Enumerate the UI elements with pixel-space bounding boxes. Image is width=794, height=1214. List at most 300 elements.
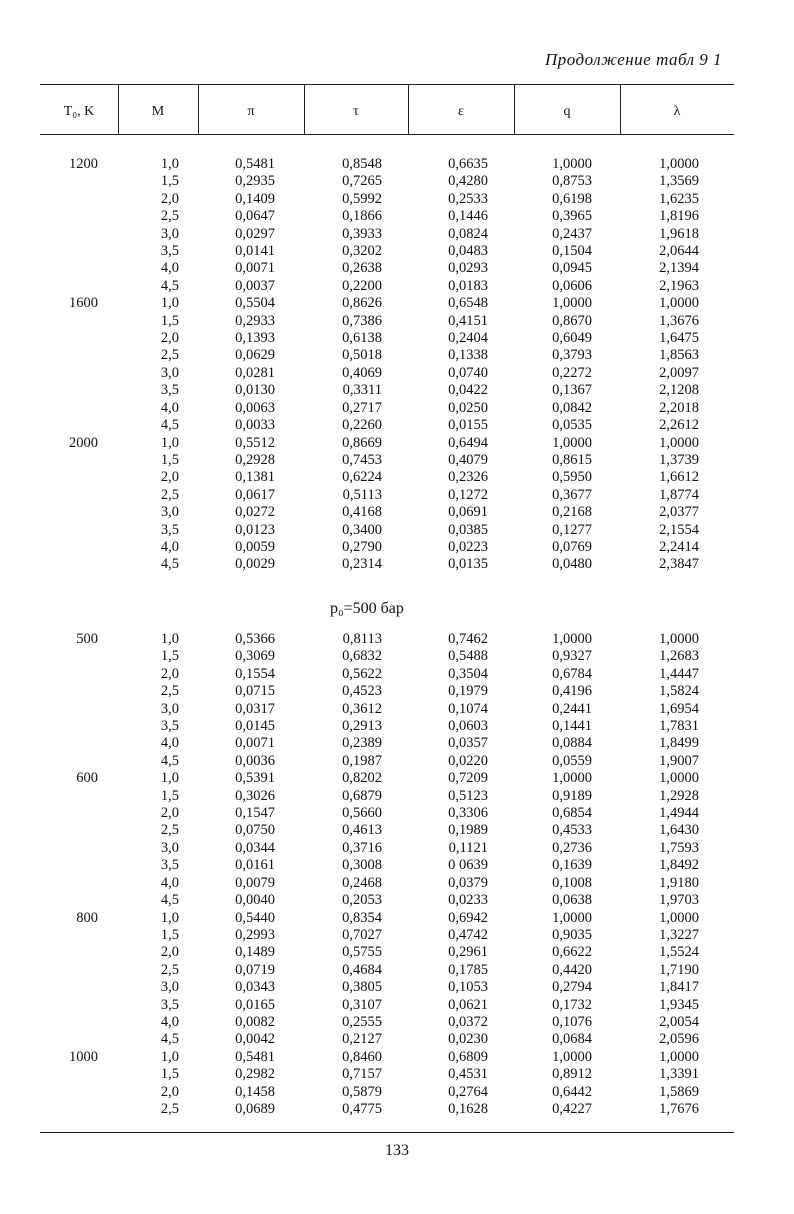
cell-t0 bbox=[40, 260, 98, 277]
cell-m: 3,0 bbox=[160, 364, 179, 381]
cell-pi: 0,0317 bbox=[235, 700, 275, 717]
table-row bbox=[40, 295, 699, 312]
cell-m: 2,0 bbox=[160, 190, 179, 207]
cell-t0 bbox=[40, 1084, 98, 1101]
cell-t0 bbox=[40, 504, 98, 521]
cell-lam: 2,0596 bbox=[659, 1031, 699, 1048]
cell-m: 2,5 bbox=[160, 208, 179, 225]
table-row bbox=[40, 1049, 699, 1066]
cell-pi: 0,5440 bbox=[235, 909, 275, 926]
cell-eps: 0,0357 bbox=[448, 735, 488, 752]
cell-t0 bbox=[40, 840, 98, 857]
cell-m: 1,5 bbox=[160, 173, 179, 190]
cell-tau: 0,1987 bbox=[342, 752, 382, 769]
cell-t0 bbox=[40, 683, 98, 700]
cell-q: 0,8615 bbox=[552, 451, 592, 468]
cell-eps: 0,0183 bbox=[448, 277, 488, 294]
cell-t0 bbox=[40, 365, 98, 382]
cell-m: 3,0 bbox=[160, 700, 179, 717]
cell-m: 4,0 bbox=[160, 538, 179, 555]
table-row bbox=[40, 452, 699, 469]
table-row bbox=[40, 1084, 699, 1101]
cell-pi: 0,0719 bbox=[235, 961, 275, 978]
cell-tau: 0,8460 bbox=[342, 1048, 382, 1065]
table-row bbox=[40, 648, 699, 665]
cell-pi: 0,0141 bbox=[235, 243, 275, 260]
cell-lam: 1,2928 bbox=[659, 787, 699, 804]
cell-m: 3,5 bbox=[160, 996, 179, 1013]
cell-eps: 0,7209 bbox=[448, 770, 488, 787]
cell-q: 0,2736 bbox=[552, 839, 592, 856]
cell-q: 1,0000 bbox=[552, 295, 592, 312]
cell-eps: 0,1053 bbox=[448, 979, 488, 996]
cell-t0 bbox=[40, 417, 98, 434]
cell-lam: 1,6430 bbox=[659, 822, 699, 839]
table-row bbox=[40, 435, 699, 452]
cell-t0 bbox=[40, 944, 98, 961]
cell-q: 0,1367 bbox=[552, 382, 592, 399]
cell-q: 1,0000 bbox=[552, 770, 592, 787]
cell-lam: 1,9180 bbox=[659, 874, 699, 891]
cell-lam: 2,1394 bbox=[659, 260, 699, 277]
cell-t0 bbox=[40, 556, 98, 573]
cell-tau: 0,7027 bbox=[342, 926, 382, 943]
cell-m: 3,0 bbox=[160, 839, 179, 856]
cell-t0 bbox=[40, 666, 98, 683]
cell-t0 bbox=[40, 226, 98, 243]
cell-lam: 1,3676 bbox=[659, 312, 699, 329]
cell-lam: 1,9007 bbox=[659, 752, 699, 769]
cell-pi: 0,1489 bbox=[235, 944, 275, 961]
cell-q: 0,1732 bbox=[552, 996, 592, 1013]
cell-tau: 0,1866 bbox=[342, 208, 382, 225]
cell-q: 0,2441 bbox=[552, 700, 592, 717]
cell-pi: 0,5366 bbox=[235, 631, 275, 647]
cell-lam: 1,6475 bbox=[659, 330, 699, 347]
cell-q: 0,2794 bbox=[552, 979, 592, 996]
cell-tau: 0,2638 bbox=[342, 260, 382, 277]
cell-tau: 0,3716 bbox=[342, 839, 382, 856]
cell-q: 0,8912 bbox=[552, 1066, 592, 1083]
cell-t0 bbox=[40, 997, 98, 1014]
cell-t0 bbox=[40, 313, 98, 330]
cell-pi: 0,2933 bbox=[235, 312, 275, 329]
table-row bbox=[40, 1101, 699, 1118]
cell-t0: 800 bbox=[76, 909, 98, 926]
cell-eps: 0,0385 bbox=[448, 521, 488, 538]
header-pi: π bbox=[247, 104, 255, 119]
cell-pi: 0,1547 bbox=[235, 805, 275, 822]
table-row bbox=[40, 226, 699, 243]
cell-tau: 0,4613 bbox=[342, 822, 382, 839]
header-t0: T₀, K bbox=[63, 104, 95, 119]
cell-q: 0,0842 bbox=[552, 399, 592, 416]
cell-m: 2,5 bbox=[160, 961, 179, 978]
cell-tau: 0,5622 bbox=[342, 665, 382, 682]
cell-eps: 0,6548 bbox=[448, 295, 488, 312]
cell-eps: 0,0135 bbox=[448, 556, 488, 573]
cell-eps: 0,3306 bbox=[448, 805, 488, 822]
cell-m: 3,5 bbox=[160, 382, 179, 399]
cell-tau: 0,2468 bbox=[342, 874, 382, 891]
cell-m: 1,5 bbox=[160, 312, 179, 329]
cell-tau: 0,8113 bbox=[342, 631, 382, 647]
cell-q: 0,4196 bbox=[552, 683, 592, 700]
table-row bbox=[40, 487, 699, 504]
cell-t0 bbox=[40, 382, 98, 399]
cell-tau: 0,4684 bbox=[342, 961, 382, 978]
cell-q: 1,0000 bbox=[552, 631, 592, 647]
cell-q: 0,6784 bbox=[552, 665, 592, 682]
cell-q: 0,6049 bbox=[552, 330, 592, 347]
cell-lam: 2,1208 bbox=[659, 382, 699, 399]
cell-eps: 0,1446 bbox=[448, 208, 488, 225]
cell-m: 4,5 bbox=[160, 1031, 179, 1048]
cell-eps: 0,1628 bbox=[448, 1100, 488, 1117]
table-bottom-rule bbox=[40, 1132, 734, 1133]
cell-lam: 1,7831 bbox=[659, 718, 699, 735]
table-row bbox=[40, 718, 699, 735]
cell-m: 4,5 bbox=[160, 892, 179, 909]
section-label-pressure: p₀=500 бар bbox=[330, 600, 404, 617]
cell-t0 bbox=[40, 648, 98, 665]
cell-t0 bbox=[40, 1014, 98, 1031]
cell-t0 bbox=[40, 875, 98, 892]
cell-tau: 0,6138 bbox=[342, 330, 382, 347]
cell-t0 bbox=[40, 927, 98, 944]
cell-m: 1,0 bbox=[160, 770, 179, 787]
header-q: q bbox=[563, 104, 571, 119]
cell-eps: 0,1074 bbox=[448, 700, 488, 717]
cell-tau: 0,2053 bbox=[342, 892, 382, 909]
cell-tau: 0,8354 bbox=[342, 909, 382, 926]
cell-pi: 0,2928 bbox=[235, 451, 275, 468]
cell-eps: 0,2961 bbox=[448, 944, 488, 961]
cell-q: 0,3677 bbox=[552, 486, 592, 503]
table-row bbox=[40, 556, 699, 573]
cell-q: 0,5950 bbox=[552, 469, 592, 486]
cell-q: 0,2272 bbox=[552, 364, 592, 381]
cell-eps: 0,0603 bbox=[448, 718, 488, 735]
cell-eps: 0,6809 bbox=[448, 1048, 488, 1065]
cell-tau: 0,2200 bbox=[342, 277, 382, 294]
table-row bbox=[40, 347, 699, 364]
cell-q: 0,3965 bbox=[552, 208, 592, 225]
cell-q: 0,9189 bbox=[552, 787, 592, 804]
cell-q: 1,0000 bbox=[552, 434, 592, 451]
cell-eps: 0,0740 bbox=[448, 364, 488, 381]
cell-q: 1,0000 bbox=[552, 1048, 592, 1065]
cell-tau: 0,2314 bbox=[342, 556, 382, 573]
cell-eps: 0,1338 bbox=[448, 347, 488, 364]
cell-tau: 0,8548 bbox=[342, 156, 382, 172]
cell-pi: 0,0082 bbox=[235, 1013, 275, 1030]
cell-t0 bbox=[40, 1031, 98, 1048]
cell-lam: 1,9703 bbox=[659, 892, 699, 909]
cell-tau: 0,6879 bbox=[342, 787, 382, 804]
cell-lam: 1,9345 bbox=[659, 996, 699, 1013]
cell-pi: 0,5512 bbox=[235, 434, 275, 451]
cell-pi: 0,0281 bbox=[235, 364, 275, 381]
table-row bbox=[40, 243, 699, 260]
cell-q: 0,4420 bbox=[552, 961, 592, 978]
cell-lam: 2,3847 bbox=[659, 556, 699, 573]
cell-lam: 2,2414 bbox=[659, 538, 699, 555]
cell-m: 2,5 bbox=[160, 1100, 179, 1117]
cell-pi: 0,5481 bbox=[235, 156, 275, 172]
cell-eps: 0,2533 bbox=[448, 190, 488, 207]
cell-pi: 0,0750 bbox=[235, 822, 275, 839]
cell-t0: 600 bbox=[76, 770, 98, 787]
cell-tau: 0,3107 bbox=[342, 996, 382, 1013]
cell-m: 1,5 bbox=[160, 1066, 179, 1083]
table-continuation-caption: Продолжение табл 9 1 bbox=[544, 50, 722, 69]
cell-m: 1,5 bbox=[160, 926, 179, 943]
table-row bbox=[40, 910, 699, 927]
cell-m: 4,5 bbox=[160, 752, 179, 769]
cell-lam: 1,4944 bbox=[659, 805, 699, 822]
table-row bbox=[40, 857, 699, 874]
cell-lam: 2,0054 bbox=[659, 1013, 699, 1030]
cell-t0 bbox=[40, 400, 98, 417]
cell-q: 0,0606 bbox=[552, 277, 592, 294]
cell-pi: 0,0029 bbox=[235, 556, 275, 573]
cell-eps: 0,2326 bbox=[448, 469, 488, 486]
cell-pi: 0,2993 bbox=[235, 926, 275, 943]
cell-m: 1,0 bbox=[160, 434, 179, 451]
cell-pi: 0,5504 bbox=[235, 295, 275, 312]
cell-pi: 0,2935 bbox=[235, 173, 275, 190]
cell-pi: 0,1409 bbox=[235, 190, 275, 207]
cell-m: 1,5 bbox=[160, 648, 179, 665]
cell-tau: 0,3311 bbox=[342, 382, 382, 399]
cell-t0 bbox=[40, 487, 98, 504]
cell-pi: 0,0343 bbox=[235, 979, 275, 996]
cell-q: 0,0945 bbox=[552, 260, 592, 277]
header-top-rule bbox=[40, 84, 734, 85]
cell-eps: 0,0230 bbox=[448, 1031, 488, 1048]
cell-m: 3,5 bbox=[160, 718, 179, 735]
table-row bbox=[40, 365, 699, 382]
table-row bbox=[40, 701, 699, 718]
cell-t0 bbox=[40, 805, 98, 822]
cell-m: 3,0 bbox=[160, 225, 179, 242]
cell-q: 0,0638 bbox=[552, 892, 592, 909]
table-row bbox=[40, 522, 699, 539]
cell-pi: 0,0344 bbox=[235, 839, 275, 856]
cell-m: 4,0 bbox=[160, 260, 179, 277]
cell-lam: 1,8563 bbox=[659, 347, 699, 364]
cell-tau: 0,8626 bbox=[342, 295, 382, 312]
cell-pi: 0,0071 bbox=[235, 260, 275, 277]
cell-eps: 0,1785 bbox=[448, 961, 488, 978]
table-row bbox=[40, 997, 699, 1014]
cell-eps: 0,1272 bbox=[448, 486, 488, 503]
cell-tau: 0,5113 bbox=[342, 486, 382, 503]
table-row bbox=[40, 770, 699, 787]
cell-m: 3,0 bbox=[160, 979, 179, 996]
cell-m: 1,5 bbox=[160, 787, 179, 804]
cell-pi: 0,0145 bbox=[235, 718, 275, 735]
cell-eps: 0,0223 bbox=[448, 538, 488, 555]
cell-q: 0,1441 bbox=[552, 718, 592, 735]
cell-pi: 0,0647 bbox=[235, 208, 275, 225]
table-row bbox=[40, 840, 699, 857]
cell-lam: 1,0000 bbox=[659, 631, 699, 647]
cell-tau: 0,5660 bbox=[342, 805, 382, 822]
cell-m: 4,0 bbox=[160, 399, 179, 416]
cell-pi: 0,0033 bbox=[235, 417, 275, 434]
cell-lam: 1,0000 bbox=[659, 295, 699, 312]
cell-eps: 0,2404 bbox=[448, 330, 488, 347]
cell-eps: 0,0293 bbox=[448, 260, 488, 277]
cell-pi: 0,2982 bbox=[235, 1066, 275, 1083]
cell-tau: 0,4069 bbox=[342, 364, 382, 381]
cell-pi: 0,0629 bbox=[235, 347, 275, 364]
cell-eps: 0,0621 bbox=[448, 996, 488, 1013]
cell-lam: 1,9618 bbox=[659, 225, 699, 242]
cell-lam: 2,1963 bbox=[659, 277, 699, 294]
cell-lam: 1,8196 bbox=[659, 208, 699, 225]
cell-pi: 0,0071 bbox=[235, 735, 275, 752]
header-lambda: λ bbox=[673, 104, 681, 119]
table-row bbox=[40, 979, 699, 996]
cell-m: 2,0 bbox=[160, 469, 179, 486]
cell-m: 4,5 bbox=[160, 277, 179, 294]
cell-t0 bbox=[40, 522, 98, 539]
cell-eps: 0,7462 bbox=[448, 631, 488, 647]
cell-tau: 0,4523 bbox=[342, 683, 382, 700]
cell-m: 4,5 bbox=[160, 556, 179, 573]
cell-pi: 0,0123 bbox=[235, 521, 275, 538]
cell-t0 bbox=[40, 788, 98, 805]
cell-tau: 0,3612 bbox=[342, 700, 382, 717]
cell-pi: 0,3069 bbox=[235, 648, 275, 665]
cell-lam: 2,0377 bbox=[659, 504, 699, 521]
cell-eps: 0,4151 bbox=[448, 312, 488, 329]
cell-eps: 0,1979 bbox=[448, 683, 488, 700]
cell-pi: 0,0689 bbox=[235, 1100, 275, 1117]
cell-lam: 2,0644 bbox=[659, 243, 699, 260]
cell-tau: 0,3008 bbox=[342, 857, 382, 874]
table-row bbox=[40, 1031, 699, 1048]
cell-tau: 0,8202 bbox=[342, 770, 382, 787]
cell-tau: 0,5755 bbox=[342, 944, 382, 961]
cell-m: 4,0 bbox=[160, 874, 179, 891]
cell-lam: 1,0000 bbox=[659, 156, 699, 172]
cell-q: 1,0000 bbox=[552, 909, 592, 926]
cell-tau: 0,8669 bbox=[342, 434, 382, 451]
table-row bbox=[40, 260, 699, 277]
table-row bbox=[40, 962, 699, 979]
cell-q: 0,0480 bbox=[552, 556, 592, 573]
cell-eps: 0,2764 bbox=[448, 1083, 488, 1100]
cell-eps: 0,0483 bbox=[448, 243, 488, 260]
table-row bbox=[40, 208, 699, 225]
cell-pi: 0,0272 bbox=[235, 504, 275, 521]
cell-lam: 1,3227 bbox=[659, 926, 699, 943]
table-row bbox=[40, 805, 699, 822]
cell-t0 bbox=[40, 857, 98, 874]
cell-tau: 0,2389 bbox=[342, 735, 382, 752]
cell-q: 0,2168 bbox=[552, 504, 592, 521]
cell-pi: 0,0079 bbox=[235, 874, 275, 891]
data-table-block-1 bbox=[40, 156, 699, 574]
cell-pi: 0,0715 bbox=[235, 683, 275, 700]
cell-tau: 0,7453 bbox=[342, 451, 382, 468]
cell-t0 bbox=[40, 330, 98, 347]
cell-lam: 1,6235 bbox=[659, 190, 699, 207]
cell-m: 2,0 bbox=[160, 665, 179, 682]
cell-eps: 0,1121 bbox=[448, 839, 488, 856]
cell-eps: 0,6635 bbox=[448, 156, 488, 172]
cell-pi: 0,0063 bbox=[235, 399, 275, 416]
cell-m: 1,0 bbox=[160, 909, 179, 926]
cell-pi: 0,0161 bbox=[235, 857, 275, 874]
table-row bbox=[40, 313, 699, 330]
cell-t0 bbox=[40, 1101, 98, 1118]
table-row bbox=[40, 382, 699, 399]
cell-t0 bbox=[40, 191, 98, 208]
cell-t0: 1600 bbox=[69, 295, 98, 312]
table-row bbox=[40, 400, 699, 417]
cell-tau: 0,2790 bbox=[342, 538, 382, 555]
table-row bbox=[40, 278, 699, 295]
table-row bbox=[40, 683, 699, 700]
cell-lam: 1,4447 bbox=[659, 665, 699, 682]
cell-lam: 1,7676 bbox=[659, 1100, 699, 1117]
cell-t0 bbox=[40, 539, 98, 556]
cell-t0 bbox=[40, 278, 98, 295]
header-eps: ε bbox=[458, 104, 464, 119]
cell-lam: 1,5869 bbox=[659, 1083, 699, 1100]
cell-pi: 0,0036 bbox=[235, 752, 275, 769]
table-row bbox=[40, 822, 699, 839]
cell-t0: 500 bbox=[76, 631, 98, 647]
cell-eps: 0,3504 bbox=[448, 665, 488, 682]
cell-eps: 0,0691 bbox=[448, 504, 488, 521]
table-row bbox=[40, 156, 699, 173]
cell-eps: 0,4742 bbox=[448, 926, 488, 943]
cell-lam: 1,7593 bbox=[659, 839, 699, 856]
cell-m: 2,0 bbox=[160, 805, 179, 822]
cell-t0 bbox=[40, 1066, 98, 1083]
cell-eps: 0,4531 bbox=[448, 1066, 488, 1083]
cell-eps: 0,4079 bbox=[448, 451, 488, 468]
cell-lam: 1,0000 bbox=[659, 770, 699, 787]
cell-q: 0,4533 bbox=[552, 822, 592, 839]
table-row bbox=[40, 631, 699, 648]
cell-eps: 0,0824 bbox=[448, 225, 488, 242]
cell-m: 2,0 bbox=[160, 330, 179, 347]
cell-q: 0,0559 bbox=[552, 752, 592, 769]
cell-t0 bbox=[40, 469, 98, 486]
cell-tau: 0,3400 bbox=[342, 521, 382, 538]
table-row bbox=[40, 875, 699, 892]
cell-m: 1,0 bbox=[160, 1048, 179, 1065]
cell-t0 bbox=[40, 718, 98, 735]
cell-q: 0,0769 bbox=[552, 538, 592, 555]
cell-lam: 2,2612 bbox=[659, 417, 699, 434]
cell-t0 bbox=[40, 962, 98, 979]
cell-eps: 0,6942 bbox=[448, 909, 488, 926]
cell-lam: 1,7190 bbox=[659, 961, 699, 978]
cell-eps: 0,1989 bbox=[448, 822, 488, 839]
cell-q: 0,1277 bbox=[552, 521, 592, 538]
cell-m: 2,5 bbox=[160, 822, 179, 839]
header-tau: τ bbox=[353, 104, 359, 119]
cell-t0 bbox=[40, 892, 98, 909]
